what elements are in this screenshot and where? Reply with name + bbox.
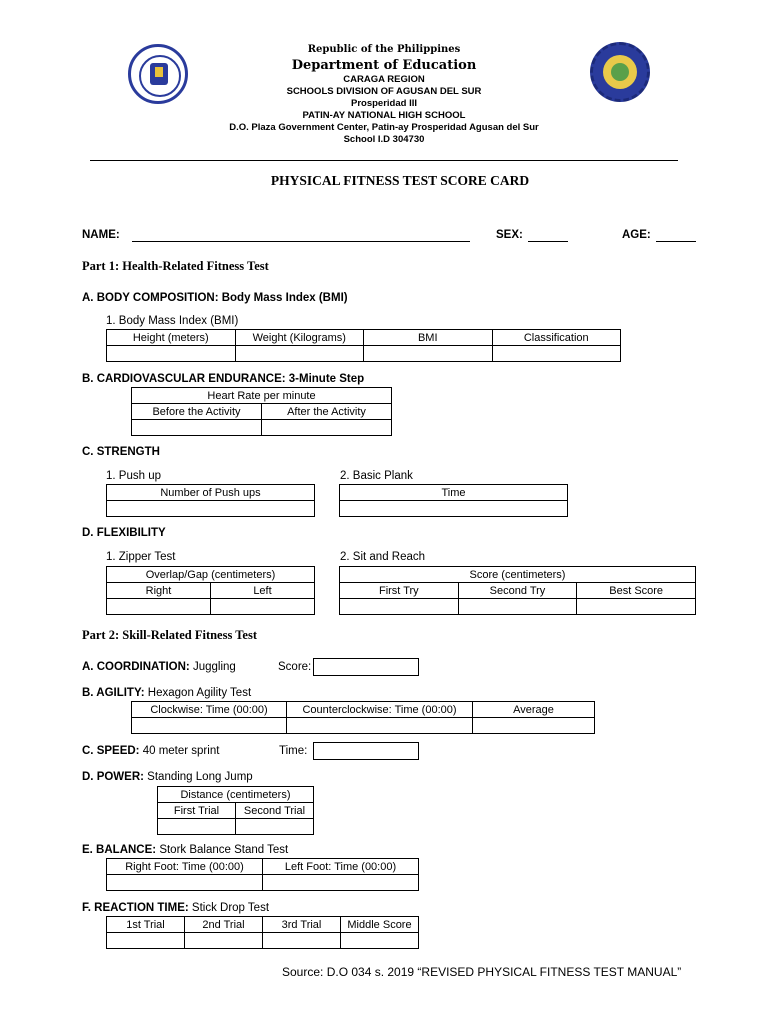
cardio-label: B. CARDIOVASCULAR ENDURANCE: 3-Minute Step xyxy=(82,373,365,385)
address-line: D.O. Plaza Government Center, Patin-ay Prosperidad Agusan del Sur xyxy=(229,122,539,133)
school-id-line: School I.D 304730 xyxy=(343,134,425,145)
sit-reach-cell[interactable] xyxy=(577,599,696,615)
reaction-cell[interactable] xyxy=(185,933,263,949)
balance-col-left: Left Foot: Time (00:00) xyxy=(263,859,419,875)
zipper-cell[interactable] xyxy=(211,599,315,615)
sit-reach-cell[interactable] xyxy=(340,599,459,615)
balance-col-right: Right Foot: Time (00:00) xyxy=(107,859,263,875)
reaction-col-2nd: 2nd Trial xyxy=(185,917,263,933)
strength-label: C. STRENGTH xyxy=(82,446,160,458)
bmi-col-weight: Weight (Kilograms) xyxy=(235,330,364,346)
reaction-label-bold: F. REACTION TIME: xyxy=(82,902,189,914)
bmi-col-height: Height (meters) xyxy=(107,330,236,346)
reaction-col-middle: Middle Score xyxy=(341,917,419,933)
bmi-sub-label: 1. Body Mass Index (BMI) xyxy=(106,315,239,327)
sit-reach-col-second: Second Try xyxy=(458,583,577,599)
balance-label-rest: Stork Balance Stand Test xyxy=(156,844,289,856)
plank-table xyxy=(339,484,568,517)
balance-cell[interactable] xyxy=(107,875,263,891)
speed-time-box[interactable] xyxy=(313,742,419,760)
page-title: PHYSICAL FITNESS TEST SCORE CARD xyxy=(270,173,530,188)
speed-time-label: Time: xyxy=(279,745,308,757)
age-label: AGE: xyxy=(622,229,651,241)
speed-label xyxy=(82,745,219,757)
coordination-label-bold: A. COORDINATION: xyxy=(82,661,190,673)
plank-sub-label: 2. Basic Plank xyxy=(340,470,413,482)
bmi-cell[interactable] xyxy=(492,346,621,362)
name-label: NAME: xyxy=(82,229,120,241)
sit-reach-col-best: Best Score xyxy=(577,583,696,599)
coordination-label xyxy=(82,661,236,673)
sit-reach-table xyxy=(339,566,696,615)
zipper-sub-label: 1. Zipper Test xyxy=(106,551,176,563)
heart-rate-table xyxy=(131,387,392,436)
reaction-label xyxy=(82,902,269,914)
power-col-second: Second Trial xyxy=(236,803,314,819)
zipper-col-left: Left xyxy=(211,583,315,599)
region-line: CARAGA REGION xyxy=(343,74,425,85)
heart-rate-group-header: Heart Rate per minute xyxy=(132,388,392,404)
sit-reach-col-first: First Try xyxy=(340,583,459,599)
reaction-label-rest: Stick Drop Test xyxy=(188,902,270,914)
reaction-cell[interactable] xyxy=(263,933,341,949)
balance-cell[interactable] xyxy=(263,875,419,891)
reaction-table xyxy=(106,916,419,949)
age-field[interactable] xyxy=(656,241,696,242)
bmi-cell[interactable] xyxy=(107,346,236,362)
division-line: SCHOOLS DIVISION OF AGUSAN DEL SUR xyxy=(286,86,482,97)
power-cell[interactable] xyxy=(158,819,236,835)
agility-label-bold: B. AGILITY: xyxy=(82,687,145,699)
speed-label-rest: 40 meter sprint xyxy=(139,745,220,757)
district-line: Prosperidad III xyxy=(351,98,417,109)
agility-col-clockwise: Clockwise: Time (00:00) xyxy=(132,702,287,718)
power-cell[interactable] xyxy=(236,819,314,835)
coordination-label-rest: Juggling xyxy=(189,661,236,673)
agility-cell[interactable] xyxy=(132,718,287,734)
agility-table xyxy=(131,701,595,734)
header-divider xyxy=(90,160,678,161)
heart-rate-cell[interactable] xyxy=(262,420,392,436)
school-line: PATIN-AY NATIONAL HIGH SCHOOL xyxy=(302,110,466,121)
bmi-cell[interactable] xyxy=(235,346,364,362)
agility-cell[interactable] xyxy=(287,718,473,734)
heart-rate-cell[interactable] xyxy=(132,420,262,436)
reaction-col-1st: 1st Trial xyxy=(107,917,185,933)
agility-label xyxy=(82,687,251,699)
flexibility-label: D. FLEXIBILITY xyxy=(82,527,166,539)
source-note: Source: D.O 034 s. 2019 “REVISED PHYSICAL FITNESS TEST MANUAL” xyxy=(282,965,682,979)
sex-label: SEX: xyxy=(496,229,523,241)
bmi-table xyxy=(106,329,621,362)
push-up-col: Number of Push ups xyxy=(107,485,315,501)
sex-field[interactable] xyxy=(528,241,568,242)
speed-label-bold: C. SPEED: xyxy=(82,745,140,757)
sit-reach-cell[interactable] xyxy=(458,599,577,615)
part2-title: Part 2: Skill-Related Fitness Test xyxy=(82,628,257,642)
agility-col-counterclockwise: Counterclockwise: Time (00:00) xyxy=(287,702,473,718)
reaction-cell[interactable] xyxy=(107,933,185,949)
reaction-col-3rd: 3rd Trial xyxy=(263,917,341,933)
heart-rate-col-before: Before the Activity xyxy=(132,404,262,420)
agility-label-rest: Hexagon Agility Test xyxy=(144,687,252,699)
department-line: Department of Education xyxy=(291,58,477,73)
zipper-cell[interactable] xyxy=(107,599,211,615)
heart-rate-col-after: After the Activity xyxy=(262,404,392,420)
body-composition-label: A. BODY COMPOSITION: Body Mass Index (BMI) xyxy=(82,292,348,304)
bmi-col-bmi: BMI xyxy=(364,330,493,346)
bmi-col-classification: Classification xyxy=(492,330,621,346)
plank-col: Time xyxy=(340,485,568,501)
push-up-sub-label: 1. Push up xyxy=(106,470,161,482)
republic-line: Republic of the Philippines xyxy=(307,44,461,55)
power-label-rest: Standing Long Jump xyxy=(143,771,253,783)
bmi-cell[interactable] xyxy=(364,346,493,362)
power-table xyxy=(157,786,314,835)
coordination-score-label: Score: xyxy=(278,661,312,673)
agility-col-average: Average xyxy=(473,702,595,718)
sit-reach-sub-label: 2. Sit and Reach xyxy=(340,551,426,563)
coordination-score-box[interactable] xyxy=(313,658,419,676)
push-up-table xyxy=(106,484,315,517)
balance-label xyxy=(82,844,288,856)
balance-label-bold: E. BALANCE: xyxy=(82,844,157,856)
power-group-header: Distance (centimeters) xyxy=(158,787,314,803)
zipper-table xyxy=(106,566,315,615)
power-label-bold: D. POWER: xyxy=(82,771,144,783)
agility-cell[interactable] xyxy=(473,718,595,734)
sit-reach-group-header: Score (centimeters) xyxy=(340,567,696,583)
power-label xyxy=(82,771,253,783)
plank-cell[interactable] xyxy=(340,501,568,517)
part1-title: Part 1: Health-Related Fitness Test xyxy=(82,259,269,273)
name-field[interactable] xyxy=(132,241,470,242)
power-col-first: First Trial xyxy=(158,803,236,819)
zipper-group-header: Overlap/Gap (centimeters) xyxy=(107,567,315,583)
balance-table xyxy=(106,858,419,891)
zipper-col-right: Right xyxy=(107,583,211,599)
reaction-cell[interactable] xyxy=(341,933,419,949)
push-up-cell[interactable] xyxy=(107,501,315,517)
